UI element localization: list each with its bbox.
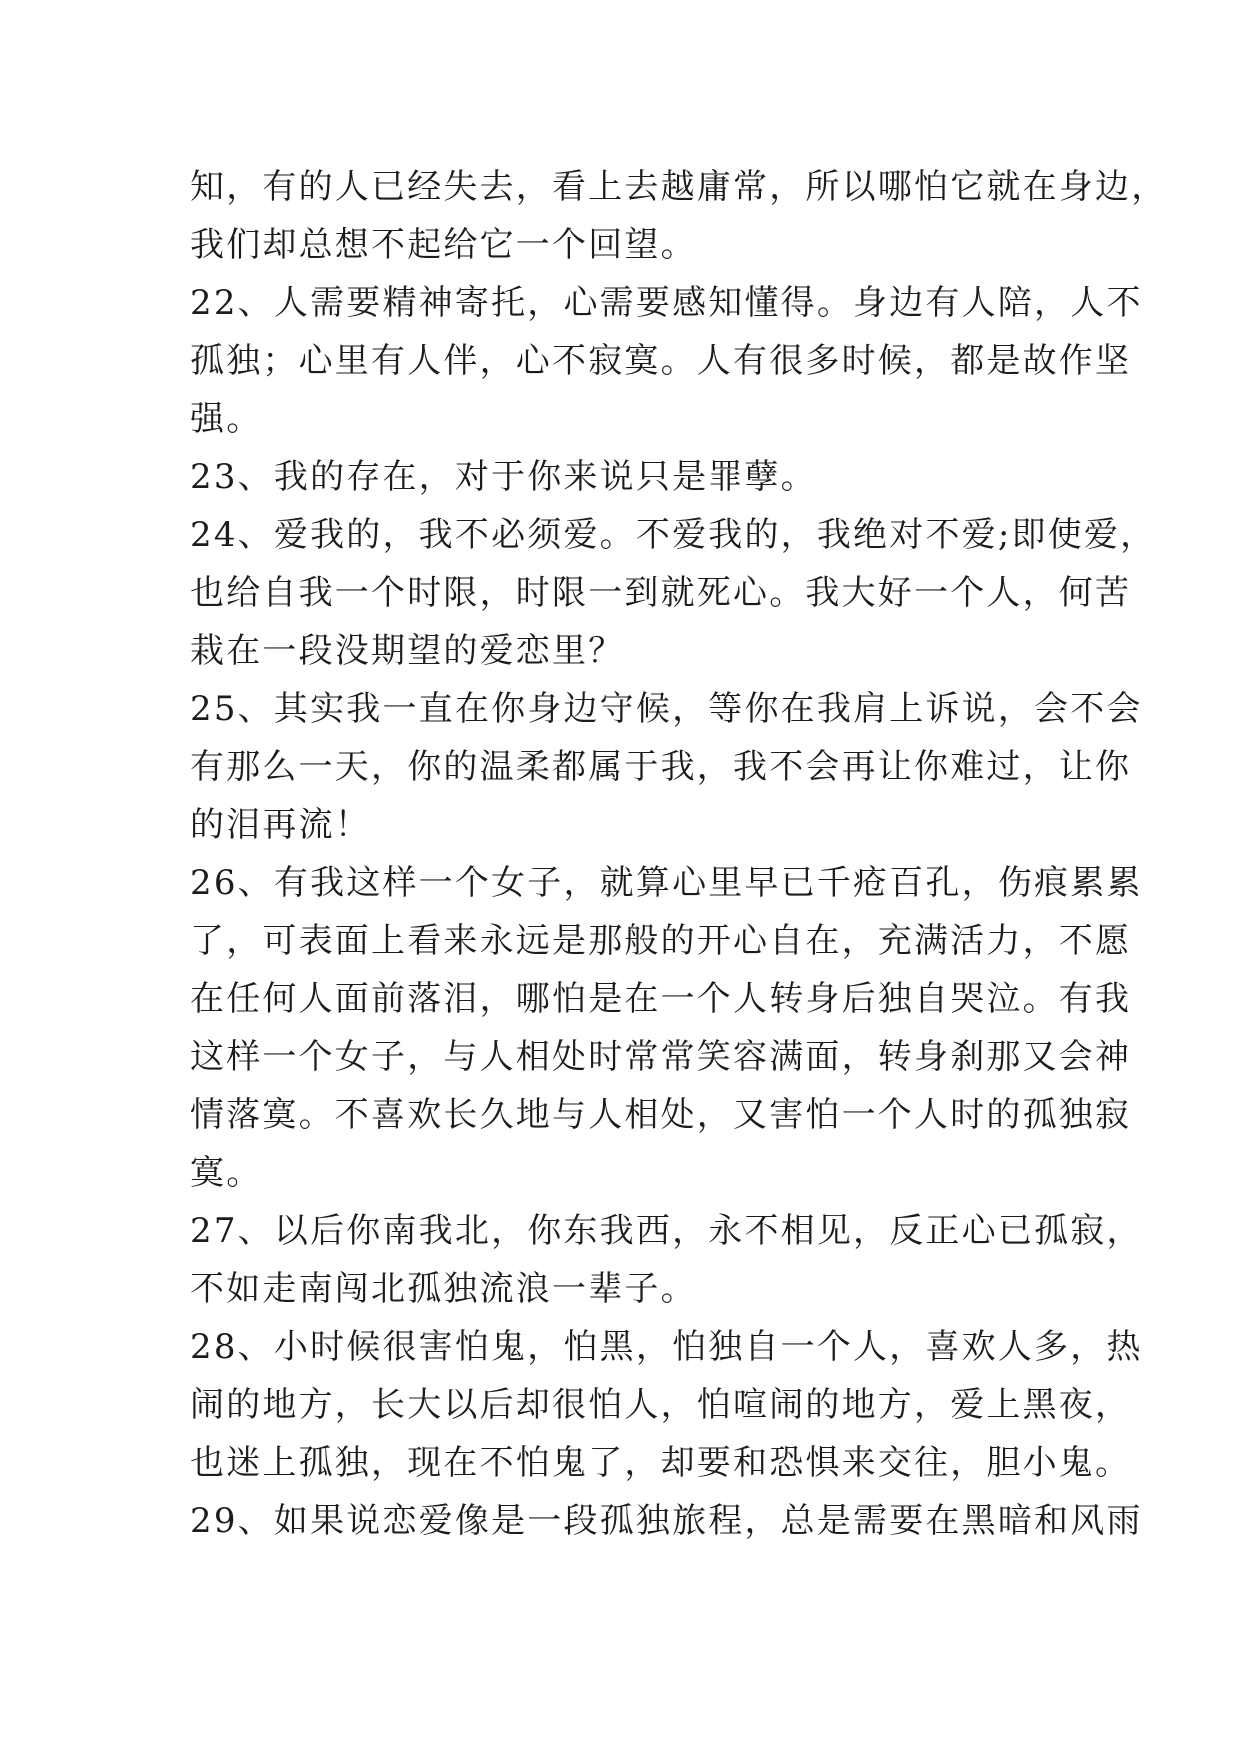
text-line: 22、人需要精神寄托，心需要感知懂得。身边有人陪，人不 xyxy=(190,283,1143,323)
text-line: 了，可表面上看来永远是那般的开心自在，充满活力，不愿 xyxy=(190,921,1132,961)
text-line: 29、如果说恋爱像是一段孤独旅程，总是需要在黑暗和风雨 xyxy=(190,1501,1143,1541)
text-line: 的泪再流！ xyxy=(190,805,371,845)
text-line: 这样一个女子，与人相处时常常笑容满面，转身刹那又会神 xyxy=(190,1037,1132,1077)
text-line: 情落寞。不喜欢长久地与人相处，又害怕一个人时的孤独寂 xyxy=(190,1095,1132,1135)
text-line: 孤独；心里有人伴，心不寂寞。人有很多时候，都是故作坚 xyxy=(190,341,1132,381)
text-line: 26、有我这样一个女子，就算心里早已千疮百孔，伤痕累累 xyxy=(190,863,1143,903)
text-line: 强。 xyxy=(190,399,263,439)
text-line: 我们却总想不起给它一个回望。 xyxy=(190,225,697,265)
text-line: 知，有的人已经失去，看上去越庸常，所以哪怕它就在身边， xyxy=(190,167,1168,207)
text-line: 28、小时候很害怕鬼，怕黑，怕独自一个人，喜欢人多，热 xyxy=(190,1327,1143,1367)
text-line: 24、爱我的，我不必须爱。不爱我的，我绝对不爱;即使爱， xyxy=(190,515,1157,555)
text-line: 25、其实我一直在你身边守候，等你在我肩上诉说，会不会 xyxy=(190,689,1143,729)
text-line: 栽在一段没期望的爱恋里？ xyxy=(190,631,625,671)
text-line: 有那么一天，你的温柔都属于我，我不会再让你难过，让你 xyxy=(190,747,1132,787)
text-line: 闹的地方，长大以后却很怕人，怕喧闹的地方，爱上黑夜， xyxy=(190,1385,1132,1425)
body-text xyxy=(190,158,1168,1550)
text-line: 23、我的存在，对于你来说只是罪孽。 xyxy=(190,457,817,497)
text-line: 在任何人面前落泪，哪怕是在一个人转身后独自哭泣。有我 xyxy=(190,979,1132,1019)
text-line: 寞。 xyxy=(190,1153,263,1193)
text-line: 不如走南闯北孤独流浪一辈子。 xyxy=(190,1269,697,1309)
text-line: 27、以后你南我北，你东我西，永不相见，反正心已孤寂， xyxy=(190,1211,1143,1251)
text-line: 也给自我一个时限，时限一到就死心。我大好一个人，何苦 xyxy=(190,573,1132,613)
text-line: 也迷上孤独，现在不怕鬼了，却要和恐惧来交往，胆小鬼。 xyxy=(190,1443,1132,1483)
